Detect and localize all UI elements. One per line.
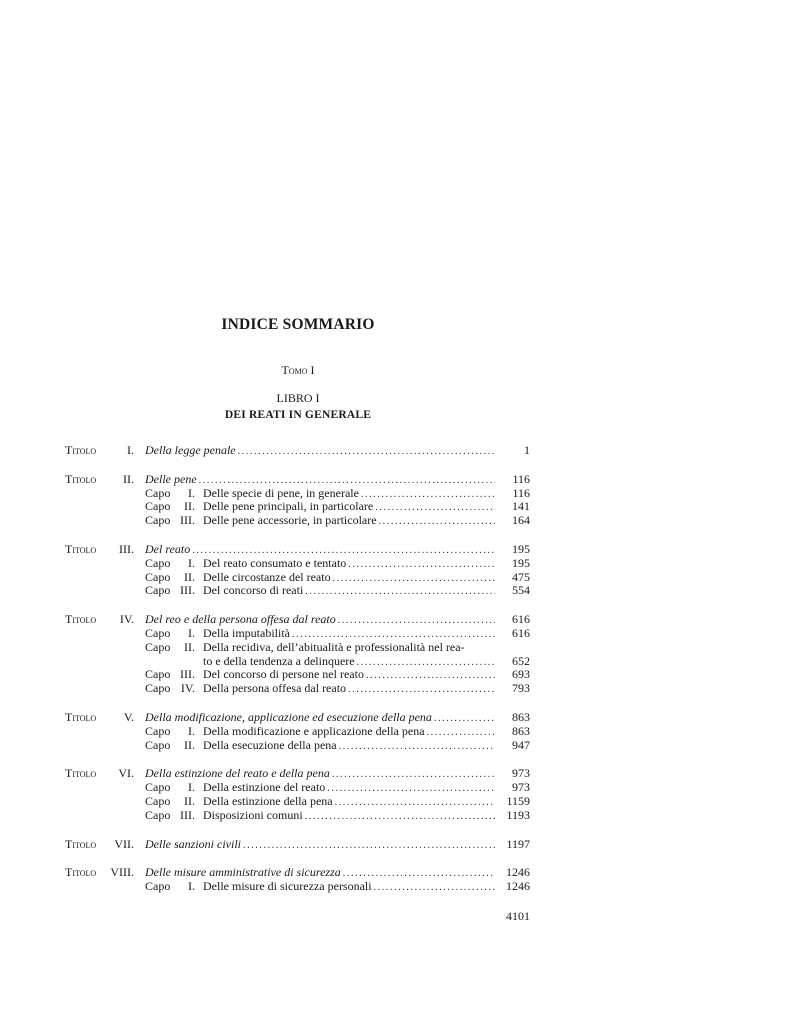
titolo-entry — [145, 866, 495, 881]
dot-leader — [303, 810, 495, 824]
capo-page-number: 863 — [512, 723, 530, 738]
tomo-heading: Tomo I — [281, 363, 315, 377]
toc-capo-row — [65, 571, 530, 585]
toc-titolo-row — [65, 444, 530, 458]
capo-entry — [203, 725, 495, 740]
toc-capo-row-continued — [65, 655, 530, 669]
capo-entry — [203, 655, 495, 670]
capo-number: I. — [188, 485, 195, 500]
toc-capo-row — [65, 809, 530, 823]
titolo-number: I. — [127, 443, 134, 457]
capo-label: Capo — [145, 569, 171, 584]
toc-capo-row — [65, 487, 530, 501]
capo-title-continued: to e della tendenza a delinquere — [203, 654, 355, 668]
capo-label: Capo — [145, 499, 171, 514]
titolo-label: Titolo — [65, 541, 97, 556]
capo-label: Capo — [145, 485, 171, 500]
capo-entry — [203, 500, 495, 515]
capo-page-number: 116 — [512, 485, 530, 500]
titolo-title: Delle misure amministrative di sicurezza — [145, 866, 341, 880]
titolo-title: Della estinzione del reato e della pena — [145, 767, 330, 781]
titolo-label: Titolo — [65, 612, 97, 627]
titolo-number: III. — [119, 541, 134, 556]
table-of-contents — [65, 444, 530, 909]
dot-leader — [325, 782, 495, 796]
toc-capo-row — [65, 668, 530, 682]
toc-titolo-row — [65, 767, 530, 781]
capo-title: Del reato consumato e tentato — [203, 556, 347, 570]
capo-entry — [203, 514, 495, 529]
dot-leader — [336, 614, 495, 628]
toc-titolo-group — [65, 444, 530, 458]
toc-titolo-row — [65, 711, 530, 725]
capo-number: III. — [180, 513, 195, 528]
titolo-title: Delle sanzioni civili — [145, 837, 241, 851]
toc-capo-row — [65, 514, 530, 528]
capo-page-number: 554 — [512, 583, 530, 598]
toc-capo-row — [65, 627, 530, 641]
capo-entry — [203, 584, 495, 599]
capo-page-number: 973 — [512, 780, 530, 795]
capo-entry — [203, 739, 495, 754]
capo-title: Delle circostanze del reato — [203, 570, 331, 584]
dot-leader — [359, 488, 495, 502]
toc-capo-row — [65, 641, 530, 655]
dot-leader — [341, 867, 495, 881]
titolo-number: V. — [123, 709, 134, 724]
toc-capo-row — [65, 557, 530, 571]
capo-label: Capo — [145, 780, 171, 795]
capo-page-number: 652 — [512, 653, 530, 668]
capo-title: Della modificazione e applicazione della pena — [203, 724, 425, 738]
capo-title: Della esecuzione della pena — [203, 738, 337, 752]
capo-page-number: 1193 — [506, 807, 530, 822]
capo-title: Disposizioni comuni — [203, 808, 303, 822]
titolo-entry — [145, 543, 495, 558]
capo-page-number: 475 — [512, 569, 530, 584]
dot-leader — [197, 474, 495, 488]
toc-titolo-group — [65, 543, 530, 598]
capo-label: Capo — [145, 639, 171, 654]
capo-label: Capo — [145, 723, 171, 738]
toc-titolo-group — [65, 838, 530, 852]
capo-entry — [203, 781, 495, 796]
capo-entry — [203, 487, 495, 502]
titolo-page-number: 973 — [512, 766, 530, 781]
page-title: INDICE SOMMARIO — [221, 316, 375, 333]
titolo-number: II. — [123, 471, 134, 486]
capo-number: III. — [180, 667, 195, 682]
capo-page-number: 616 — [512, 625, 530, 640]
titolo-title: Delle pene — [145, 472, 197, 486]
capo-number: I. — [188, 555, 195, 570]
capo-label: Capo — [145, 737, 171, 752]
capo-title: Della persona offesa dal reato — [203, 682, 347, 696]
toc-titolo-row — [65, 473, 530, 487]
titolo-entry — [145, 711, 495, 726]
toc-titolo-group — [65, 767, 530, 822]
titolo-page-number: 1246 — [506, 865, 530, 880]
capo-page-number: 141 — [512, 499, 530, 514]
titolo-page-number: 863 — [512, 709, 530, 724]
capo-number: II. — [184, 499, 195, 514]
titolo-page-number: 195 — [512, 541, 530, 556]
titolo-page-number: 616 — [512, 612, 530, 627]
capo-entry — [203, 682, 495, 697]
titolo-page-number: 1197 — [506, 836, 530, 851]
toc-capo-row — [65, 739, 530, 753]
dot-leader — [303, 585, 495, 599]
titolo-number: VII. — [114, 836, 134, 851]
titolo-page-number: 1 — [524, 443, 530, 457]
capo-entry — [203, 880, 495, 895]
capo-label: Capo — [145, 555, 171, 570]
capo-page-number: 1246 — [506, 879, 530, 894]
titolo-entry — [145, 767, 495, 782]
titolo-number: IV. — [119, 612, 134, 627]
capo-title: Delle pene accessorie, in particolare — [203, 514, 377, 528]
titolo-label: Titolo — [65, 471, 97, 486]
titolo-number: VIII. — [110, 865, 134, 880]
capo-page-number: 793 — [512, 681, 530, 696]
capo-page-number: 195 — [512, 555, 530, 570]
capo-title: Del concorso di persone nel reato — [203, 668, 364, 682]
capo-entry — [203, 795, 495, 810]
capo-label: Capo — [145, 583, 171, 598]
titolo-title: Del reato — [145, 542, 191, 556]
dot-leader — [333, 796, 495, 810]
capo-label: Capo — [145, 879, 171, 894]
titolo-label: Titolo — [65, 836, 97, 851]
capo-label: Capo — [145, 513, 171, 528]
capo-title: Della imputabilità — [203, 626, 290, 640]
capo-number: I. — [188, 780, 195, 795]
toc-capo-row — [65, 682, 530, 696]
toc-capo-row — [65, 880, 530, 894]
capo-page-number: 947 — [512, 737, 530, 752]
capo-label: Capo — [145, 667, 171, 682]
titolo-title: Della legge penale — [145, 444, 236, 457]
capo-label: Capo — [145, 625, 171, 640]
capo-number: I. — [188, 879, 195, 894]
dot-leader — [432, 712, 495, 726]
capo-title: Della recidiva, dell’abitualità e professionalità nel rea- — [203, 639, 465, 654]
toc-titolo-row — [65, 838, 530, 852]
titolo-entry — [145, 444, 495, 459]
dot-leader — [372, 881, 495, 895]
capo-number: II. — [184, 639, 195, 654]
capo-title: Del concorso di reati — [203, 584, 304, 598]
titolo-entry — [145, 473, 495, 488]
folio-page-number: 4101 — [506, 909, 530, 923]
capo-number: I. — [188, 723, 195, 738]
capo-page-number: 1159 — [506, 793, 530, 808]
toc-titolo-group — [65, 473, 530, 528]
toc-titolo-row — [65, 866, 530, 880]
capo-label: Capo — [145, 807, 171, 822]
dot-leader — [190, 544, 495, 558]
capo-title: Delle misure di sicurezza personali — [203, 880, 372, 894]
toc-titolo-row — [65, 543, 530, 557]
dot-leader — [241, 839, 495, 853]
titolo-label: Titolo — [65, 443, 97, 457]
capo-number: IV. — [180, 681, 195, 696]
capo-number: II. — [184, 793, 195, 808]
toc-titolo-group — [65, 711, 530, 752]
titolo-number: VI. — [118, 766, 134, 781]
capo-number: III. — [180, 583, 195, 598]
capo-number: II. — [184, 569, 195, 584]
libro-heading: LIBRO I — [276, 391, 320, 405]
capo-title: Della estinzione della pena — [203, 794, 333, 808]
toc-capo-row — [65, 781, 530, 795]
toc-capo-row — [65, 584, 530, 598]
capo-title: Delle specie di pene, in generale — [203, 486, 359, 500]
titolo-label: Titolo — [65, 865, 97, 880]
dot-leader — [236, 445, 495, 459]
capo-page-number: 693 — [512, 667, 530, 682]
dot-leader — [330, 768, 495, 782]
dot-leader — [355, 656, 495, 670]
dot-leader — [331, 572, 495, 586]
dot-leader — [425, 726, 495, 740]
dot-leader — [337, 740, 495, 754]
capo-page-number: 164 — [512, 513, 530, 528]
dot-leader — [364, 669, 495, 683]
capo-entry — [203, 668, 495, 683]
titolo-title: Della modificazione, applicazione ed esecuzione della pena — [145, 710, 432, 724]
titolo-label: Titolo — [65, 709, 97, 724]
toc-capo-row — [65, 500, 530, 514]
titolo-entry — [145, 838, 495, 853]
capo-number: II. — [184, 737, 195, 752]
dot-leader — [373, 501, 495, 515]
titolo-entry — [145, 613, 495, 628]
toc-titolo-group — [65, 866, 530, 894]
toc-capo-row — [65, 725, 530, 739]
libro-title: DEI REATI IN GENERALE — [224, 409, 372, 421]
titolo-label: Titolo — [65, 766, 97, 781]
toc-capo-row — [65, 795, 530, 809]
capo-label: Capo — [145, 793, 171, 808]
dot-leader — [377, 515, 495, 529]
toc-titolo-group — [65, 613, 530, 696]
capo-number: III. — [180, 807, 195, 822]
titolo-page-number: 116 — [512, 471, 530, 486]
capo-entry — [203, 557, 495, 572]
titolo-title: Del reo e della persona offesa dal reato — [145, 613, 336, 627]
dot-leader — [346, 683, 495, 697]
capo-label: Capo — [145, 681, 171, 696]
capo-entry — [203, 809, 495, 824]
capo-number: I. — [188, 625, 195, 640]
toc-titolo-row — [65, 613, 530, 627]
capo-entry — [203, 571, 495, 586]
capo-title: Delle pene principali, in particolare — [203, 500, 374, 514]
capo-title: Della estinzione del reato — [203, 781, 326, 795]
dot-leader — [346, 558, 495, 572]
